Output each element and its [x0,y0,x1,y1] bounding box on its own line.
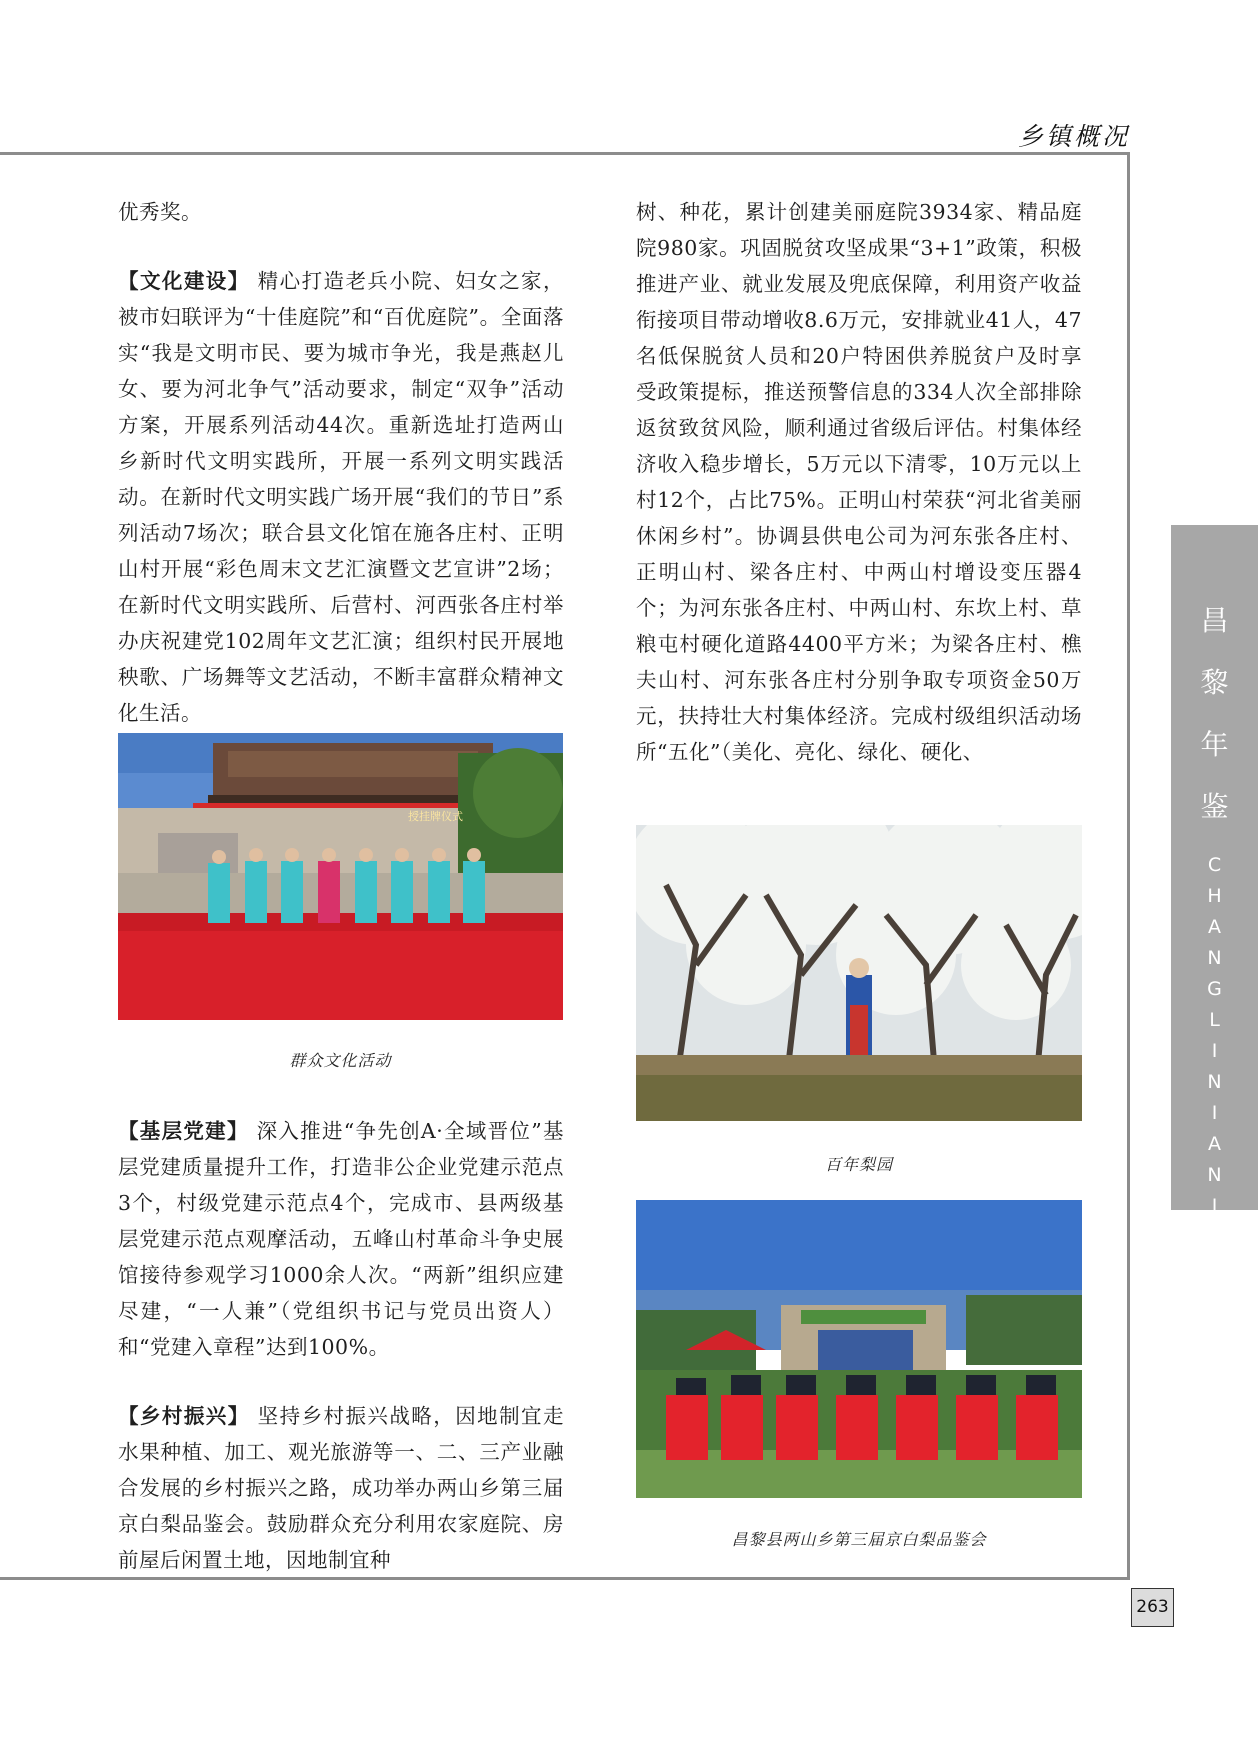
left-column-lower [118,1113,564,1578]
side-tab-char: 年 [1200,728,1229,761]
side-tab-title-cn [1171,590,1258,838]
side-tab-letter: C [1207,854,1222,876]
photo-pear-tasting-event [636,1200,1082,1498]
side-tab-letter: H [1207,885,1222,907]
photo-pear-orchard [636,825,1082,1121]
side-tab-letter: I [1211,1102,1218,1124]
culture-heading: 【文化建设】 [118,269,250,293]
side-tab-letter: N [1207,1164,1222,1186]
left-column [118,194,564,731]
side-tab-letter: N [1207,947,1222,969]
intro-line: 优秀奖。 [118,200,202,224]
culture-paragraph [118,263,564,731]
side-tab-letter: N [1207,1288,1222,1310]
side-tab-letter: I [1211,1040,1218,1062]
party-body: 深入推进“争先创A·全域晋位”基层党建质量提升工作，打造非公企业党建示范点3个，村级党建示范点4个，完成市、县两级基层党建示范点观摩活动，五峰山村革命斗争史展馆接待参观学习1000余人次。“两新”组织应建尽建，“一人兼”（党组织书记与党员出资人）和“党建入章程”达到100%。 [118,1119,564,1359]
caption-culture-activity: 群众文化活动 [289,1051,392,1070]
rural-body: 坚持乡村振兴战略，因地制宜走水果种植、加工、观光旅游等一、二、三产业融合发展的乡村振兴之路，成功举办两山乡第三届京白梨品鉴会。鼓励群众充分利用农家庭院、房前屋后闲置土地，因地制宜种 [118,1404,565,1572]
side-tab-title-en [1171,850,1258,1315]
side-tab-letter: L [1209,1009,1220,1031]
side-tab-letter: N [1207,1071,1222,1093]
side-tab-letter: G [1207,978,1222,1000]
photo-culture-activity [118,733,563,1020]
party-heading: 【基层党建】 [118,1119,249,1143]
side-tab-letter: A [1208,916,1221,938]
right-body: 树、种花，累计创建美丽庭院3934家、精品庭院980家。巩固脱贫攻坚成果“3+1”政策，积极推进产业、就业发展及兜底保障，利用资产收益衔接项目带动增收8.6万元，安排就业41人，47名低保脱贫人员和20户特困供养脱贫户及时享受政策提标，推送预警信息的334人次全部排除返贫致贫风险，顺利通过省级后评估。村集体经济收入稳步增长，5万元以下清零，10万元以上村12个，占比75%。正明山村荣获“河北省美丽休闲乡村”。协调县供电公司为河东张各庄村、正明山村、梁各庄村、中两山村增设变压器4个；为河东张各庄村、中两山村、东坎上村、草粮屯村硬化道路4400平方米；为梁各庄村、樵夫山村、河东张各庄村分别争取专项资金50万元，扶持壮大村集体经济。完成村级组织活动场所“五化”（美化、亮化、绿化、硬化、 [636,200,1082,764]
caption-pear-orchard: 百年梨园 [824,1155,893,1174]
side-tab-char: 黎 [1200,666,1229,699]
side-tab-letter: A [1208,1133,1221,1155]
section-header: 乡镇概况 [1017,122,1130,151]
frame-right-rule [1127,152,1130,1580]
side-tab-letter: J [1211,1195,1218,1217]
party-paragraph [118,1113,564,1365]
side-tab-letter: I [1211,1226,1218,1248]
rural-heading: 【乡村振兴】 [118,1404,250,1428]
rural-paragraph [118,1398,564,1578]
side-tab-char: 昌 [1200,604,1229,637]
banner-text: 授挂牌仪式 [408,810,463,823]
page-number: 263 [1131,1588,1174,1627]
culture-body: 精心打造老兵小院、妇女之家，被市妇联评为“十佳庭院”和“百优庭院”。全面落实“我是文明市民、要为城市争光，我是燕赵儿女、要为河北争气”活动要求，制定“双争”活动方案，开展系列活动44次。重新选址打造两山乡新时代文明实践所，开展一系列文明实践活动。在新时代文明实践广场开展“我们的节日”系列活动7场次；联合县文化馆在施各庄村、正明山村开展“彩色周末文艺汇演暨文艺宣讲”2场；在新时代文明实践所、后营村、河西张各庄村举办庆祝建党102周年文艺汇演；组织村民开展地秧歌、广场舞等文艺活动，不断丰富群众精神文化生活。 [118,269,565,725]
right-column [636,194,1082,770]
side-tab-letter: A [1208,1257,1221,1279]
side-tab-char: 鉴 [1200,790,1229,823]
caption-pear-tasting-event: 昌黎县两山乡第三届京白梨品鉴会 [731,1530,987,1549]
frame-top-rule [0,152,1130,155]
side-tab [1171,525,1258,1310]
